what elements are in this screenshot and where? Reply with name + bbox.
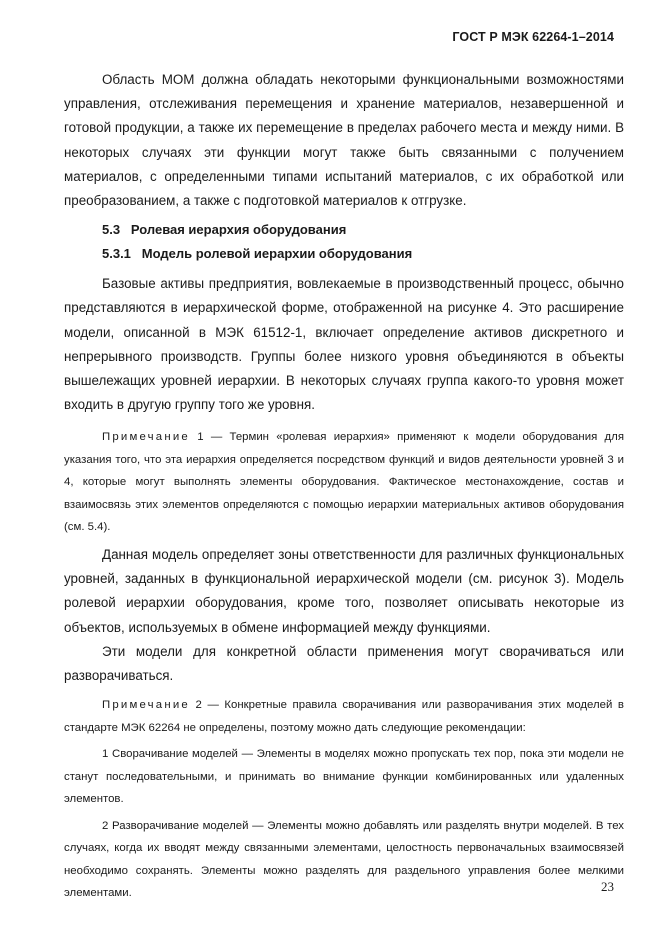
paragraph-mom-area: Область МОМ должна обладать некоторыми функциональными возможностями управления, отслеживания перемещения и хранение материалов, незавершенной и готовой продукции, а также их перемещение в пределах рабочего места и между ними. В некоторых случаях эти функции могут также быть связанными с получением материалов, с определенными типами испытаний материалов, с их обработкой или преобразованием, а также с подготовкой материалов к отгрузке. <box>64 72 624 209</box>
note-2-text: 2 — Конкретные правила сворачивания или разворачивания этих моделей в стандарте МЭК 62264 не определены, поэтому можно дать следующие рекомендации: <box>64 699 624 734</box>
paragraph-model-responsibility: Данная модель определяет зоны ответственности для различных функциональных уровней, заданных в функциональной иерархической модели (см. рисунок 3). Модель ролевой иерархии оборудования, кроме того, позволяет описывать некоторые из объектов, используемых в обмене информацией между функциями. <box>64 546 624 635</box>
note-1 <box>64 426 624 539</box>
note-2-label: Примечание <box>102 699 190 712</box>
note-2 <box>64 694 624 739</box>
section-heading-5-3: 5.3 Ролевая иерархия оборудования <box>102 222 347 238</box>
document-header-standard: ГОСТ Р МЭК 62264-1–2014 <box>452 30 614 44</box>
note-2-item-expand: 2 Разворачивание моделей — Элементы можно добавлять или разделять внутри моделей. В тех случаях, когда их вводят между связанными элементами, целостность первоначальных взаимосвязей необходимо сохранять. Элементы можно разделять для раздельного управления более мелкими элементами. <box>64 819 624 900</box>
page-number: 23 <box>601 879 614 894</box>
note-1-text: 1 — Термин «ролевая иерархия» применяют к модели оборудования для указания того, что эта иерархия определяется посредством функций и видов деятельности уровней 3 и 4, которые могут выполнять элементы оборудования. Фактическое местонахождение, состав и взаимосвязь этих элементов определяются с помощью иерархии материальных активов оборудования (см. 5.4). <box>64 431 624 534</box>
section-heading-5-3-1: 5.3.1 Модель ролевой иерархии оборудования <box>102 246 413 262</box>
page-content <box>64 68 624 905</box>
note-1-label: Примечание <box>102 431 190 444</box>
paragraph-enterprise-assets: Базовые активы предприятия, вовлекаемые в производственный процесс, обычно представляются в иерархической форме, отображенной на рисунке 4. Это расширение модели, описанной в МЭК 61512-1, включает определение активов дискретного и непрерывного производств. Группы более низкого уровня объединяются в объекты вышележащих уровней иерархии. В некоторых случаях группа какого-то уровня может входить в другую группу того же уровня. <box>64 276 624 413</box>
paragraph-collapse-expand: Эти модели для конкретной области применения могут сворачиваться или разворачиваться. <box>64 643 624 683</box>
note-2-item-collapse: 1 Сворачивание моделей — Элементы в моделях можно пропускать тех пор, пока эти модели не станут последовательными, и принимать во внимание функции комбинированных или удаленных элементов. <box>64 748 624 806</box>
